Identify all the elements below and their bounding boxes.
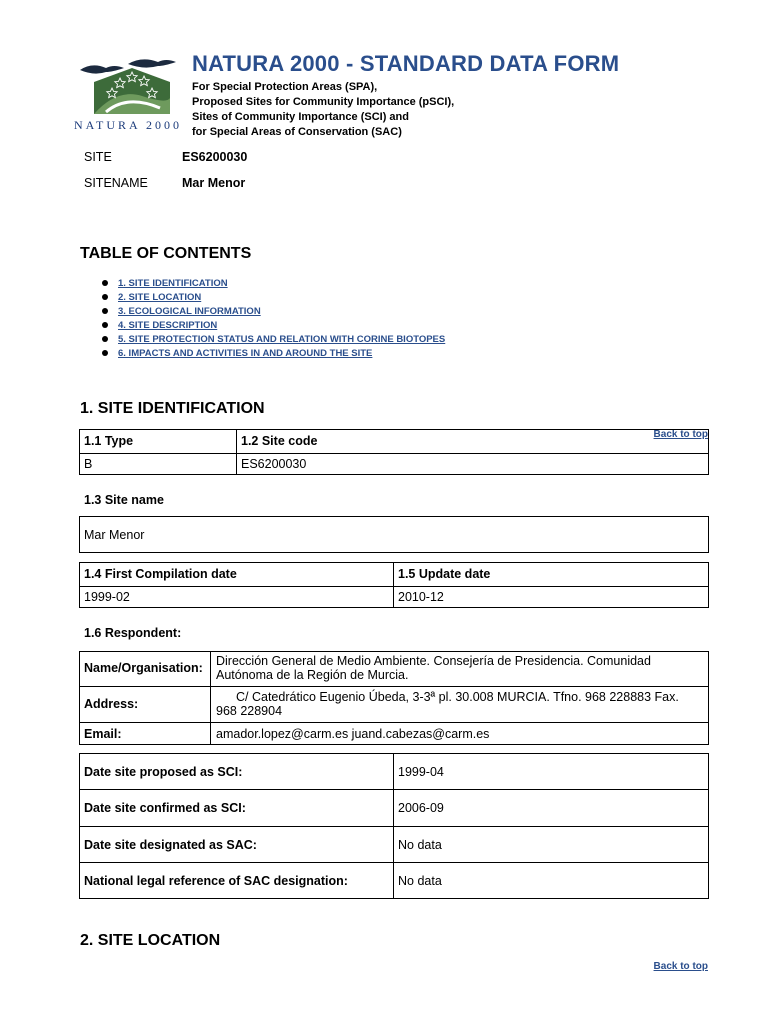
date-proposed-value: 1999-04: [398, 765, 444, 779]
section1-heading: 1. SITE IDENTIFICATION: [80, 400, 265, 417]
site-name-value: Mar Menor: [84, 528, 145, 542]
address-label: Address:: [84, 697, 139, 711]
email-value: amador.lopez@carm.es juand.cabezas@carm.es: [216, 727, 490, 741]
subtitle-line: for Special Areas of Conservation (SAC): [192, 126, 402, 138]
subtitle-line: Proposed Sites for Community Importance (pSCI),: [192, 96, 455, 108]
subtitle-line: For Special Protection Areas (SPA),: [192, 81, 378, 93]
site-code-value: ES6200030: [241, 457, 307, 471]
sitename-row: [84, 176, 245, 190]
toc-link-ecological-information[interactable]: 3. ECOLOGICAL INFORMATION: [118, 306, 261, 317]
date-designated-label: Date site designated as SAC:: [84, 838, 257, 852]
site-name-label: 1.3 Site name: [84, 493, 164, 507]
legal-reference-value: No data: [398, 874, 442, 888]
toc-link-site-location[interactable]: 2. SITE LOCATION: [118, 292, 202, 303]
toc-item: [102, 320, 445, 334]
toc-item: [102, 278, 445, 292]
logo-wordmark: NATURA 2000: [73, 118, 182, 132]
sitename-value: Mar Menor: [182, 176, 246, 190]
address-value: [216, 690, 679, 718]
update-date-label: 1.5 Update date: [398, 567, 491, 581]
toc-item: [102, 292, 445, 306]
org-label: Name/Organisation:: [84, 661, 203, 675]
legal-reference-label: National legal reference of SAC designation:: [84, 874, 348, 888]
back-to-top-link[interactable]: Back to top: [653, 429, 708, 440]
date-confirmed-label: Date site confirmed as SCI:: [84, 801, 246, 815]
toc-link-impacts-activities[interactable]: 6. IMPACTS AND ACTIVITIES IN AND AROUND THE SITE: [118, 348, 373, 359]
site-code-label: 1.2 Site code: [241, 434, 318, 448]
toc-link-site-identification[interactable]: 1. SITE IDENTIFICATION: [118, 278, 228, 289]
sitename-label: SITENAME: [84, 176, 148, 190]
toc-link-site-protection[interactable]: 5. SITE PROTECTION STATUS AND RELATION WITH CORINE BIOTOPES: [118, 334, 446, 345]
email-label: Email:: [84, 727, 122, 741]
toc-list: [102, 278, 445, 362]
back-to-top-link[interactable]: Back to top: [653, 961, 708, 972]
date-proposed-label: Date site proposed as SCI:: [84, 765, 243, 779]
toc-item: [102, 334, 445, 348]
site-row: [84, 150, 247, 164]
toc-heading: TABLE OF CONTENTS: [80, 245, 252, 262]
toc-item: [102, 348, 445, 362]
type-value: B: [84, 457, 93, 471]
org-value: [216, 654, 651, 682]
first-compilation-label: 1.4 First Compilation date: [84, 567, 237, 581]
type-label: 1.1 Type: [84, 434, 134, 448]
first-compilation-value: 1999-02: [84, 590, 130, 604]
toc-link-site-description[interactable]: 4. SITE DESCRIPTION: [118, 320, 218, 331]
address-value-line: C/ Catedrático Eugenio Úbeda, 3-3ª pl. 30.008 MURCIA. Tfno. 968 228883 Fax.: [236, 690, 679, 704]
site-value: ES6200030: [182, 150, 248, 164]
respondent-label: 1.6 Respondent:: [84, 626, 182, 640]
date-confirmed-value: 2006-09: [398, 801, 444, 815]
type-code-table: [79, 429, 709, 475]
section2-heading: 2. SITE LOCATION: [80, 932, 221, 949]
org-value-line: Dirección General de Medio Ambiente. Consejería de Presidencia. Comunidad: [216, 654, 651, 668]
update-date-value: 2010-12: [398, 590, 444, 604]
date-designated-value: No data: [398, 838, 442, 852]
site-name-box: [79, 516, 709, 553]
form-subtitle: [192, 80, 454, 140]
site-label: SITE: [84, 150, 112, 164]
toc-item: [102, 306, 445, 320]
org-value-line: Autónoma de la Región de Murcia.: [216, 668, 409, 682]
address-value-line: 968 228904: [216, 704, 283, 718]
subtitle-line: Sites of Community Importance (SCI) and: [192, 111, 409, 123]
form-title: NATURA 2000 - STANDARD DATA FORM: [192, 51, 620, 76]
